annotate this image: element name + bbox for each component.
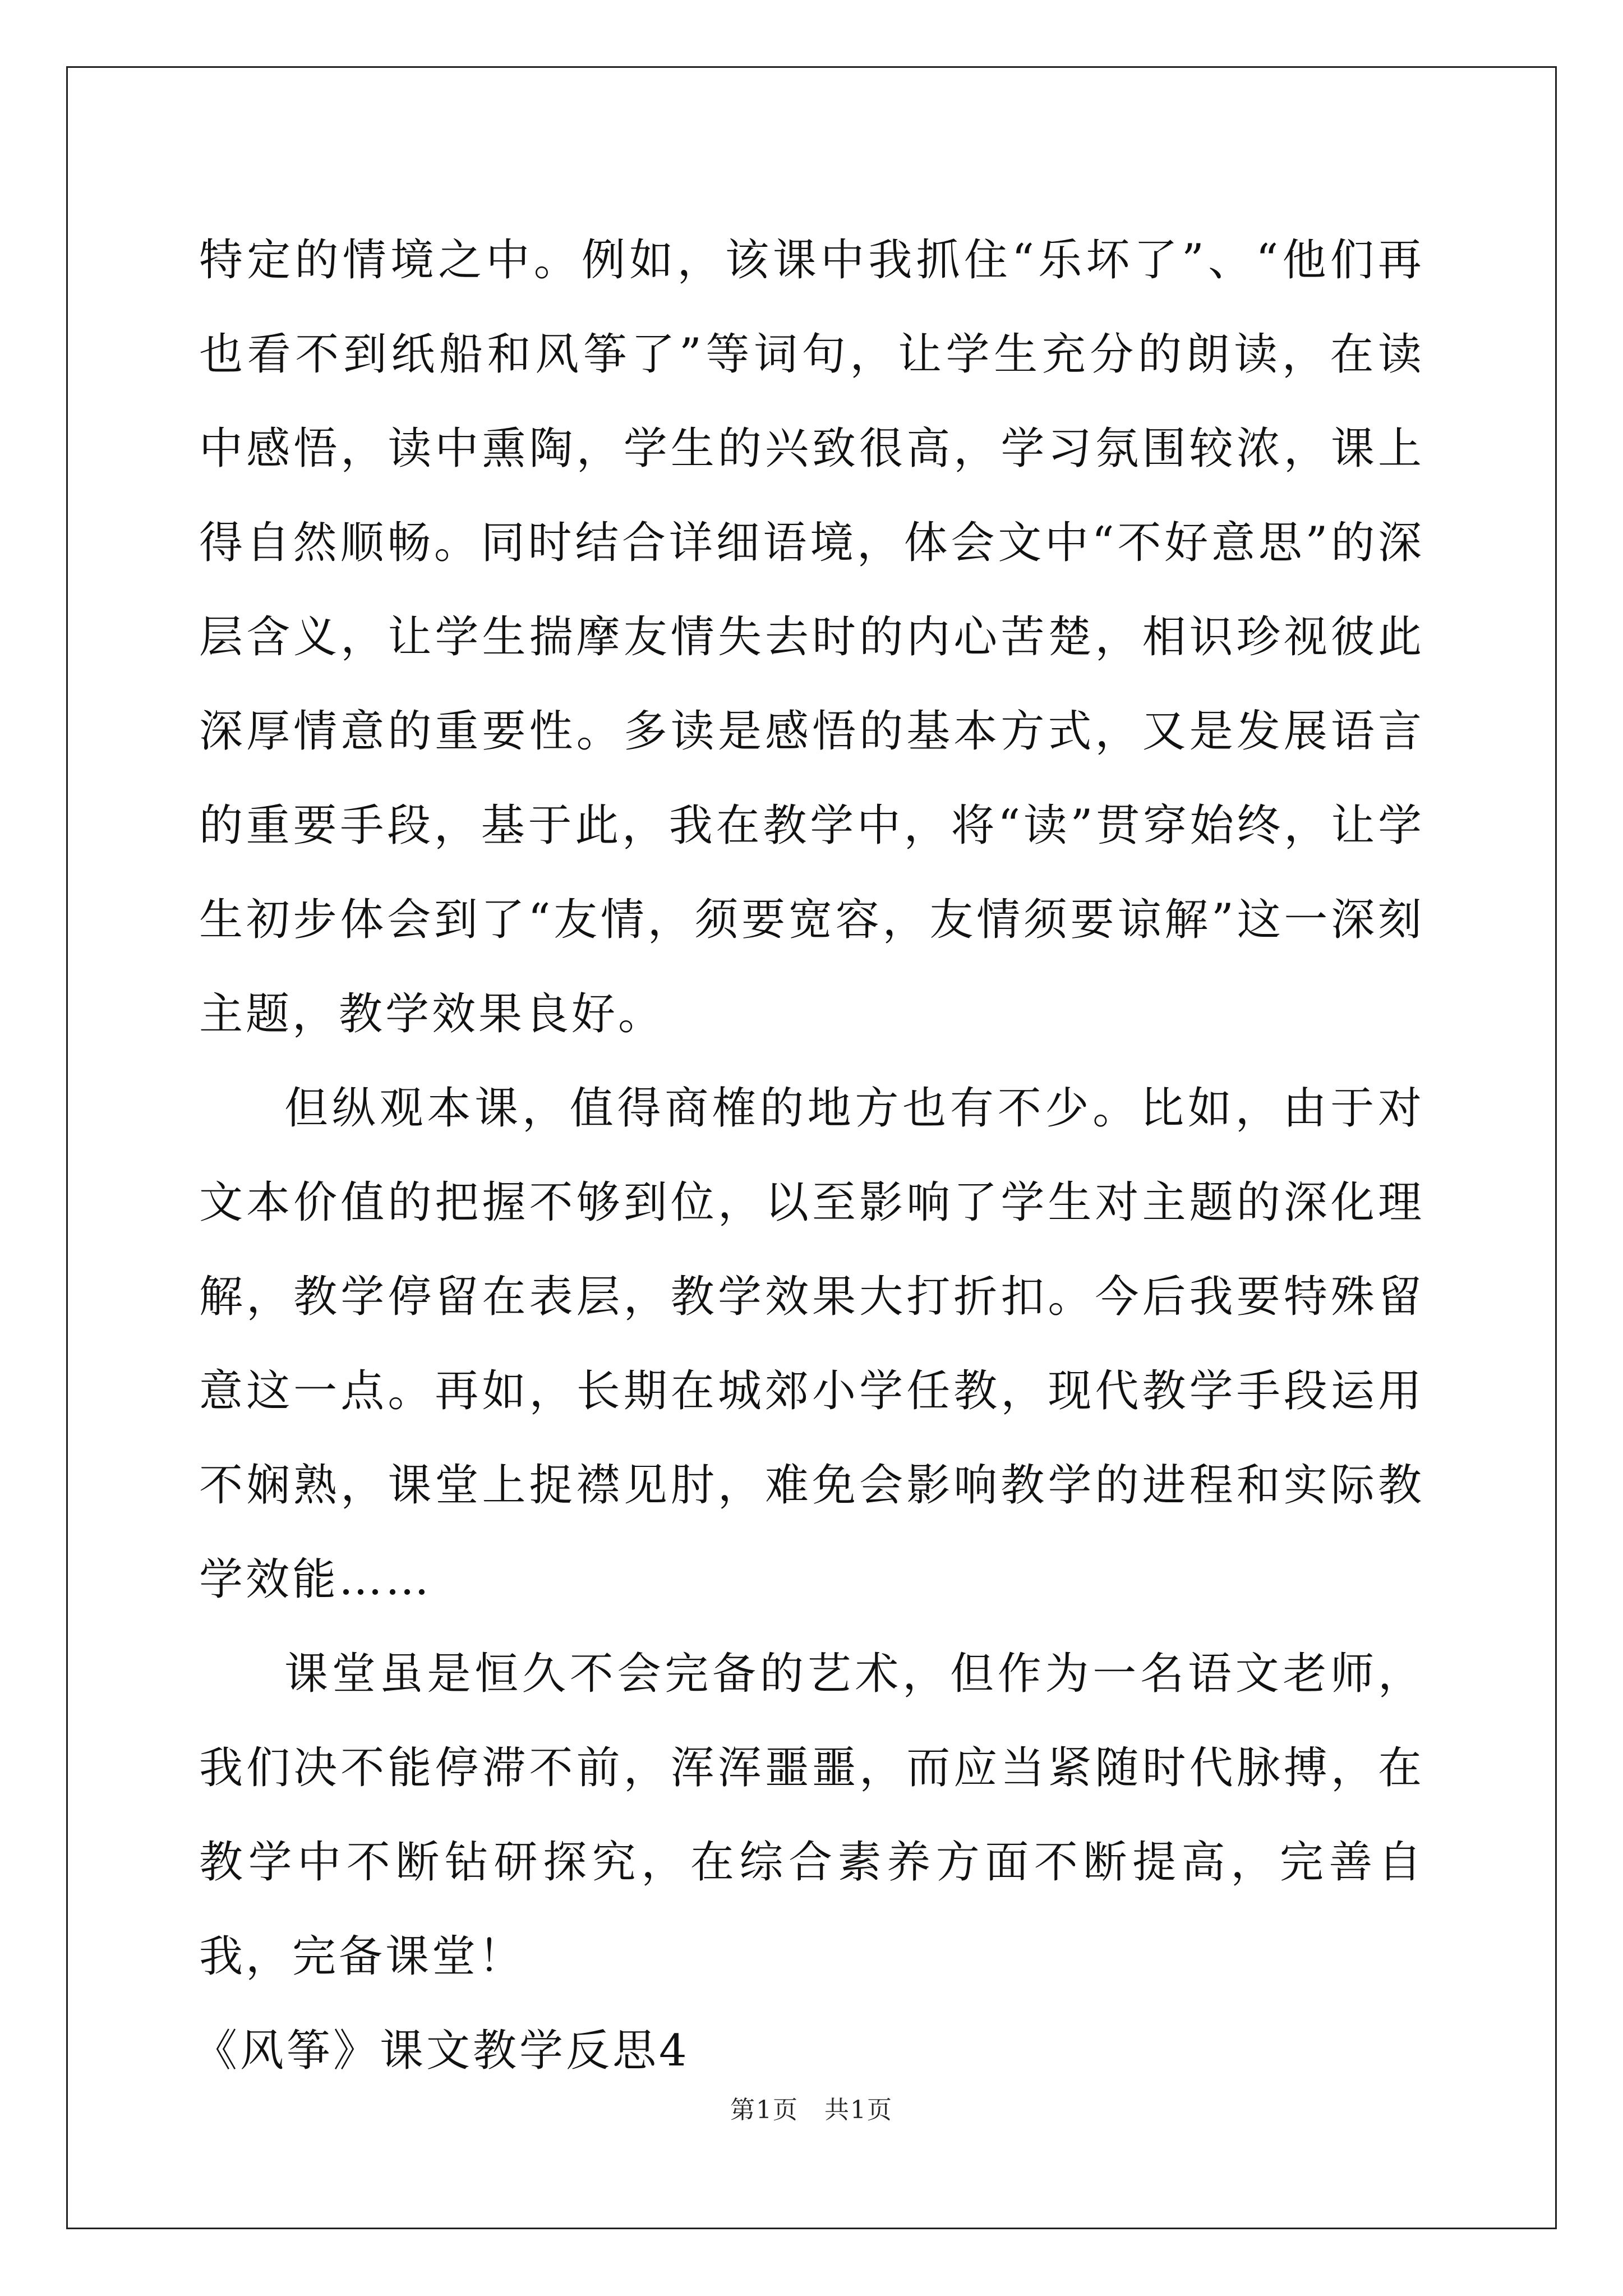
paragraph-2: 但纵观本课，值得商榷的地方也有不少。比如，由于对文本价值的把握不够到位，以至影响了学生对主题的深化理解，教学停留在表层，教学效果大打折扣。今后我要特殊留意这一点。再如，长期在城郊小学任教，现代教学手段运用不娴熟，课堂上捉襟见肘，难免会影响教学的进程和实际教学效能……: [199, 1083, 1424, 1605]
paragraph-3: 课堂虽是恒久不会完备的艺术，但作为一名语文老师，我们决不能停滞不前，浑浑噩噩，而应当紧随时代脉搏，在教学中不断钻研探究，在综合素养方面不断提高，完善自我，完备课堂！: [199, 1649, 1424, 1982]
paragraph-1: 特定的情境之中。例如，该课中我抓住“乐坏了”、“他们再也看不到纸船和风筝了”等词句，让学生充分的朗读，在读中感悟，读中熏陶，学生的兴致很高，学习氛围较浓，课上得自然顺畅。同时结合详细语境，体会文中“不好意思”的深层含义，让学生揣摩友情失去时的内心苦楚，相识珍视彼此深厚情意的重要性。多读是感悟的基本方式，又是发展语言的重要手段，基于此，我在教学中，将“读”贯穿始终，让学生初步体会到了“友情，须要宽容，友情须要谅解”这一深刻主题，教学效果良好。: [199, 235, 1424, 1039]
document-body: [193, 213, 1424, 2098]
section-title: 《风筝》课文教学反思4: [193, 2026, 690, 2076]
page-footer: 第1页 共1页: [730, 2096, 893, 2124]
